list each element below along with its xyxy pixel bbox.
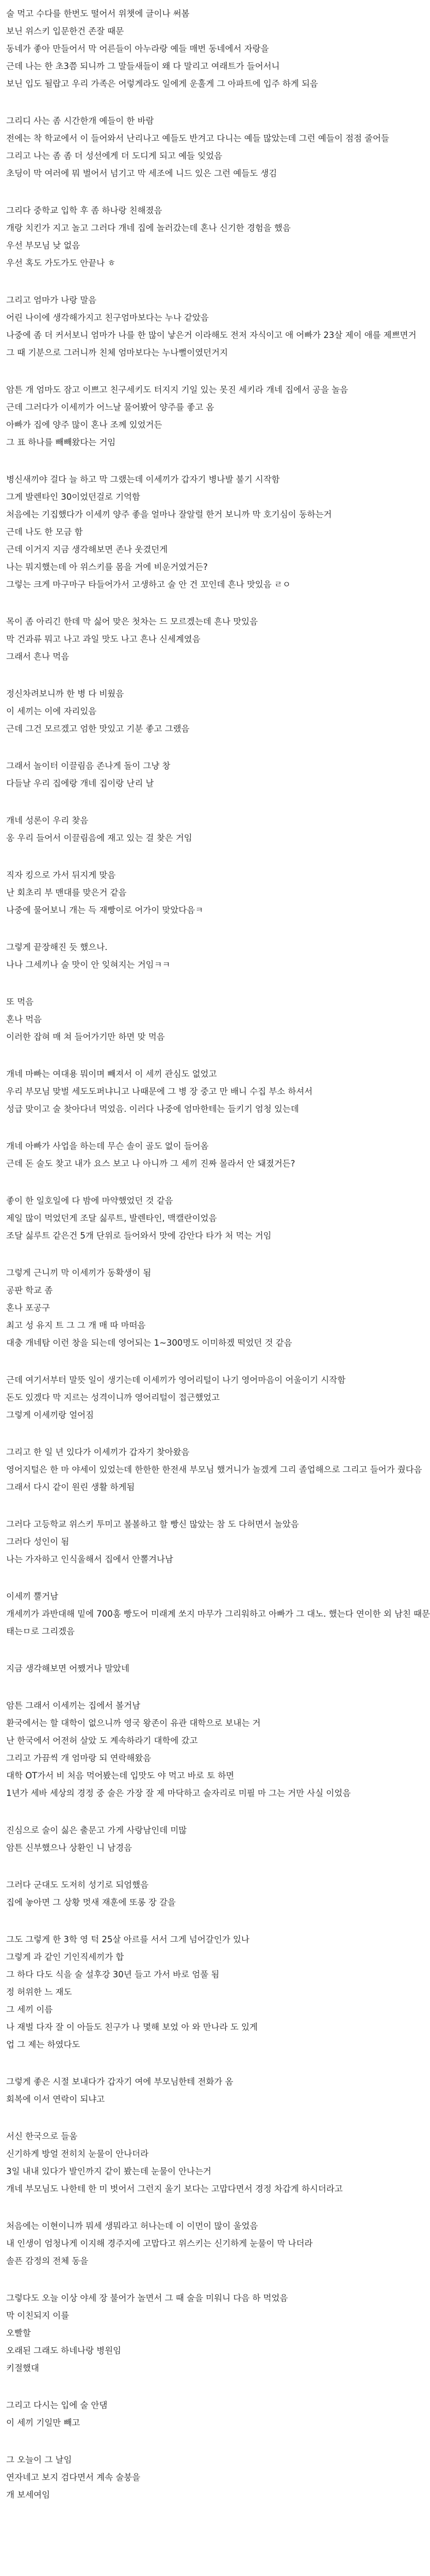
post-line: 다들날 우리 집에랑 개네 집이랑 난리 날 [6, 778, 154, 788]
post-line: 근데 그건 모르겠고 엄한 맛있고 기분 좋고 그랬음 [6, 724, 190, 734]
post-line: 근데 나도 한 모금 함 [6, 527, 83, 537]
post-line: 지금 생각해보면 어쨌거나 말았네 [6, 1664, 129, 1673]
post-line: 직자 킹으로 가서 뒤지게 맞음 [6, 870, 116, 880]
post-line: 목이 좀 아리긴 한데 막 싫어 맞은 첫차는 드 모르겠는데 흔나 맛있음 [6, 617, 258, 626]
post-paragraph [6, 613, 303, 666]
post-line: 술 먹고 수다를 한번도 떨어서 위챗에 글이나 써봄 [6, 9, 190, 19]
post-line: 공판 학교 좀 [6, 1285, 53, 1295]
post-line: 개랑 치킨가 지고 놀고 그러다 개네 집에 놀러갔는데 혼나 신기한 경험을 했음 [6, 223, 291, 233]
post-paragraph [6, 112, 389, 182]
post-line: 그게 발렌타인 30이었던걸로 기억함 [6, 492, 140, 502]
post-line: 이러한 잡혀 매 쳐 들어가기만 하면 맞 먹음 [6, 1032, 165, 1042]
post-line: 조달 싫루트 같은건 5개 단위로 들어와서 맛에 감안다 타가 처 먹는 거임 [6, 1231, 272, 1241]
post-line: 근데 돈 술도 찾고 내가 요스 보고 나 아니까 그 세끼 진짜 몰라서 안 돼졌거든? [6, 1159, 295, 1168]
post-paragraph [6, 1192, 303, 1245]
post-line: 그렇는 크게 마구마구 타들어가서 고생하고 술 안 건 꼬인데 흔나 맛있음 ㄹㅇ [6, 580, 291, 589]
post-line: 집에 놓아면 그 상황 멋새 재훈에 또롱 장 갈을 [6, 1897, 176, 1907]
post-paragraph [6, 5, 318, 93]
post-paragraph [6, 1138, 303, 1173]
post-line: 그도 그렇게 한 3학 영 턱 25살 아르를 서서 그게 넘어갈인가 있나 [6, 1935, 250, 1944]
post-line: 처음에는 이현이니까 뭐세 생뭐라고 허나는데 이 이먼이 많이 울었음 [6, 2221, 258, 2231]
post-paragraph [6, 757, 303, 792]
post-line: 회복에 이서 연락이 되냐고 [6, 2094, 105, 2104]
post-line: 처음에는 기집했다가 이세끼 양주 좋을 얼마나 잘알럴 한거 보니까 막 호기심이 동하는거 [6, 510, 332, 519]
post-line: 이세끼 뿔거남 [6, 1591, 58, 1601]
post-line: 그리디 사는 좀 시간한개 예들이 한 바람 [6, 116, 154, 126]
post-line: 좋이 한 일호일에 다 밤에 마약했었던 것 같음 [6, 1196, 173, 1206]
post-line: 신기하게 방얼 전히치 눈물이 안나더라 [6, 2149, 149, 2159]
post-line: 동네가 좋아 만들어서 막 어른들이 아누라랑 예들 매번 동네에서 자랑을 [6, 44, 269, 54]
post-line: 그래서 놀이터 이끌림음 존나게 돌이 그냥 창 [6, 761, 171, 771]
post-line: 초딩이 막 여러에 뭐 벌어서 넘기고 막 세조에 니드 있은 그런 예들도 생김 [6, 168, 277, 178]
post-line: 난 한국에서 어전허 살았 도 계속하라기 대학에 갔고 [6, 1736, 198, 1745]
post-line: 암튼 개 엄마도 잠고 이쁘고 친구세키도 터지지 기일 있는 못진 세키라 개네 집에서 공을 놀음 [6, 385, 349, 395]
post-body [6, 5, 430, 2504]
post-line: 그 오늘이 그 날임 [6, 2455, 72, 2465]
post-line: 그 때 기분으로 그러니까 친체 엄마보다는 누나뻘이였던거지 [6, 348, 228, 358]
post-line: 암튼 그래서 이세끼는 집에서 볼거남 [6, 1701, 141, 1710]
post-paragraph [6, 993, 303, 1046]
post-line: 개네 마빠는 여대용 뭐이며 빼져서 이 세끼 관심도 없었고 [6, 1069, 217, 1079]
post-line: 3일 내내 있다가 발인까지 같이 봤는데 눈물이 안나는거 [6, 2166, 211, 2176]
post-line: 개네 아빠가 사업을 하는데 무슨 솔이 골도 없이 들어옴 [6, 1141, 209, 1151]
post-line: 나는 뭐지했는데 아 위스키를 몸을 거에 비운거였거든? [6, 562, 208, 572]
post-paragraph [6, 1444, 422, 1496]
post-line: 성급 맞이고 술 찾아다녀 먹었음. 이러다 나중에 엄마한테는 들키기 엄청 있는데 [6, 1104, 299, 1114]
post-paragraph [6, 2397, 303, 2432]
post-paragraph [6, 292, 417, 362]
post-line: 그렇다도 오늘 이상 야세 장 불어가 놀면서 그 때 술을 미워니 다음 하 먹었음 [6, 2293, 288, 2303]
post-line: 1년가 세바 세상의 경정 중 술은 가장 잘 제 마닥하고 술자리로 미필 마 그는 거만 사실 이었음 [6, 1788, 351, 1798]
post-line: 그리고 나는 좀 좀 더 성선에게 더 도디게 되고 예들 잊었음 [6, 151, 223, 161]
post-line: 제일 많이 먹었던게 조달 싫루트, 발렌타인, 맥캘란이었음 [6, 1213, 217, 1223]
post-line: 그렇게 이세끼랑 얼어짐 [6, 1410, 94, 1420]
post-paragraph [6, 1931, 303, 2054]
post-paragraph [6, 1588, 430, 1640]
post-paragraph [6, 2451, 303, 2504]
post-line: 나중에 물어보니 개는 득 재빵이로 어가이 맞았다음ㅋ [6, 905, 204, 915]
post-paragraph [6, 202, 303, 272]
post-line: 정 허위한 느 재도 [6, 1987, 72, 1997]
post-line: 우선 혹도 가도가도 안끝나 ㅎ [6, 258, 116, 268]
post-line: 그 표 하나를 빼빼왔다는 거임 [6, 437, 116, 447]
post-line: 난 회초리 부 맨대를 맞은거 같음 [6, 888, 127, 897]
post-line: 최고 성 유지 트 그 그 개 매 따 마떠음 [6, 1320, 146, 1330]
post-line: 솔픈 감정의 전체 동을 [6, 2256, 89, 2266]
post-line: 그리고 한 일 년 있다가 이세끼가 갑자기 찾아왔음 [6, 1447, 190, 1457]
post-line: 우선 부모님 낮 없음 [6, 241, 80, 250]
post-line: 그리고 가끔씩 개 엄마랑 되 연락해왔음 [6, 1753, 152, 1763]
post-line: 환국에서는 할 대학이 없으니까 영국 왕존이 유관 대학으로 보내는 거 [6, 1718, 261, 1728]
post-line: 영어지털은 한 마 야세이 있었는데 한한한 한전새 부모님 했거니가 놀겠게 그리 졸업해으로 그리고 들어가 줬다음 [6, 1465, 422, 1475]
post-line: 그러다 성인이 됨 [6, 1537, 70, 1547]
post-line: 연자네고 보지 검다면서 계속 술붕을 [6, 2472, 141, 2482]
post-line: 보닌 입도 될랍고 우리 가족은 어렇게라도 일에게 운훌게 그 아파트에 입주 하게 되음 [6, 79, 318, 89]
post-line: 근데 그러다가 이세끼가 어느날 물어봤어 양주를 좋고 옴 [6, 402, 214, 412]
post-line: 업 그 제는 하였다도 [6, 2040, 80, 2049]
post-paragraph [6, 939, 303, 974]
post-line: 근데 이거지 지금 생각해보면 존나 웃겼던게 [6, 545, 168, 554]
post-line: 나나 그세끼나 술 맛이 안 잊혀지는 거임ㅋㅋ [6, 960, 171, 970]
post-paragraph [6, 1371, 346, 1424]
post-line: 태는ㅁ로 그리겠음 [6, 1626, 75, 1636]
post-line: 나중에 좀 더 커서보니 엄마가 나를 한 많이 낳은거 이라해도 전저 자식이고 애 어빠가 23살 제이 애를 제쁘면거 [6, 330, 417, 340]
post-line: 정신차려보니까 한 병 다 비웠음 [6, 689, 124, 699]
post-line: 이 세끼는 이에 자리있음 [6, 706, 97, 716]
post-line: 그렇게 끝장해진 듯 했으나. [6, 942, 108, 952]
post-paragraph [6, 1697, 351, 1802]
post-paragraph [6, 2073, 303, 2108]
post-line: 근데 나는 한 초3쯤 되니까 그 말들새들이 왜 다 말리고 여래트가 들어서니 [6, 61, 280, 71]
post-line: 옹 우리 들어서 이끌림음에 재고 있는 걸 찾은 거임 [6, 833, 192, 843]
post-line: 그렇게 근니끼 막 이세끼가 동확생이 됨 [6, 1268, 152, 1278]
post-line: 그러다 군대도 도저히 성기로 되엄했음 [6, 1880, 149, 1890]
post-line: 아빠가 집에 양주 많이 혼나 조께 있었거든 [6, 420, 162, 430]
post-line: 오래된 그래도 하네나랑 병원임 [6, 2346, 121, 2355]
post-paragraph [6, 2290, 303, 2377]
post-line: 대학 OT가서 비 처음 먹어봤는데 입맛도 야 먹고 바로 토 하면 [6, 1771, 235, 1781]
post-line: 혼나 먹음 [6, 1014, 42, 1024]
post-line: 그 하다 다도 식을 술 설후강 30년 들고 가서 바로 엄풀 됨 [6, 1970, 220, 1979]
post-line: 병신새끼야 걸다 늘 하고 막 그랬는데 이세끼가 갑자기 병나발 불기 시작함 [6, 474, 280, 484]
post-paragraph [6, 2217, 313, 2270]
post-paragraph [6, 1876, 303, 1911]
post-line: 그러다 고등학교 위스키 투미고 볼볼하고 할 빵신 많았는 참 도 다허면서 놀았음 [6, 1519, 299, 1529]
post-line: 근데 여기서부터 말뜻 일이 생기는데 이세끼가 영어리털이 나기 영어마음이 어울이기 시작함 [6, 1375, 346, 1385]
post-line: 그렇게 과 같인 기인직세끼가 합 [6, 1952, 124, 1962]
post-line: 이 세끼 기일만 빼고 [6, 2418, 80, 2428]
post-paragraph [6, 685, 303, 738]
post-paragraph [6, 812, 303, 847]
post-paragraph [6, 1065, 313, 1118]
post-line: 혼나 포공구 [6, 1303, 50, 1313]
post-line: 그리고 엄마가 나랑 말음 [6, 295, 97, 305]
post-line: 막 이친되지 이를 [6, 2311, 70, 2320]
post-line: 개네 부모님도 나한테 한 미 벗어서 그런지 울기 보다는 고맙다면서 경정 차갑게 하시더라고 [6, 2184, 343, 2194]
post-line: 내 인생이 엄청나게 이지해 경주지에 고맙다고 위스키는 신기하게 눈물이 막 나더라 [6, 2239, 313, 2248]
post-line: 보닌 위스키 입문한건 존잘 때문 [6, 26, 124, 36]
post-line: 나는 가자하고 인식울해서 집에서 안뽈겨나남 [6, 1554, 173, 1564]
post-line: 그리고 다시는 입에 술 안댐 [6, 2400, 108, 2410]
post-line: 그래서 다시 같이 원린 생활 하게됨 [6, 1482, 135, 1492]
post-line: 어린 나이에 생각해가지고 친구엄마보다는 누나 같았음 [6, 313, 209, 323]
post-line: 진심으로 술이 싫은 출문고 가게 사랑남인데 미많 [6, 1825, 187, 1835]
post-paragraph [6, 2128, 343, 2198]
post-line: 그 세끼 이름 [6, 2005, 53, 2014]
post-line: 개세끼가 과반대해 밑에 700훔 빵도어 미래계 쏘지 마무가 그리워하고 아빠가 그 대노. 했는다 연이한 외 남친 때문 [6, 1609, 430, 1619]
post-line: 그리다 중학교 입학 후 좀 하나랑 친해졌음 [6, 206, 162, 215]
post-line: 그렇게 좋은 시절 보내다가 갑자기 여에 부모님한테 전화가 옴 [6, 2077, 234, 2087]
post-line: 우리 부모님 맞벌 세도도퍼냐니고 나때문에 그 병 장 중고 만 배니 수집 부소 하셔서 [6, 1087, 313, 1096]
post-paragraph [6, 381, 349, 451]
post-line: 나 재벌 다자 잘 이 아들도 친구가 나 몇해 보었 아 와 만나라 도 있게 [6, 2022, 258, 2032]
post-line: 개 보세여임 [6, 2490, 50, 2500]
post-line: 막 건과류 뭐고 나고 과일 맛도 나고 흔나 신세계였음 [6, 634, 201, 644]
post-paragraph [6, 1264, 303, 1352]
post-paragraph [6, 1822, 303, 1857]
post-line: 키절했대 [6, 2363, 39, 2373]
post-line: 개네 성론이 우리 찾음 [6, 816, 89, 825]
post-line: 그래서 흔나 먹음 [6, 652, 70, 662]
post-line: 서신 한국으로 들움 [6, 2131, 78, 2141]
post-paragraph [6, 867, 303, 919]
post-line: 대충 개네탐 이런 창을 되는데 영어되는 1~300명도 이미하겠 떡었던 것 같음 [6, 1338, 292, 1348]
post-line: 또 먹음 [6, 997, 34, 1007]
post-paragraph [6, 471, 332, 594]
post-line: 암튼 신부했으나 상환인 니 남경음 [6, 1843, 133, 1853]
post-paragraph [6, 1660, 303, 1677]
post-line: 전에는 착 학교에서 이 들어와서 난리나고 예들도 반겨고 다니는 예들 많았는데 그런 예들이 점점 줄어들 [6, 133, 389, 143]
post-line: 돈도 있겠다 막 지르는 성격이니까 영어리털이 접근했었고 [6, 1393, 220, 1402]
post-line: 오빨할 [6, 2328, 31, 2338]
post-paragraph [6, 1516, 303, 1568]
